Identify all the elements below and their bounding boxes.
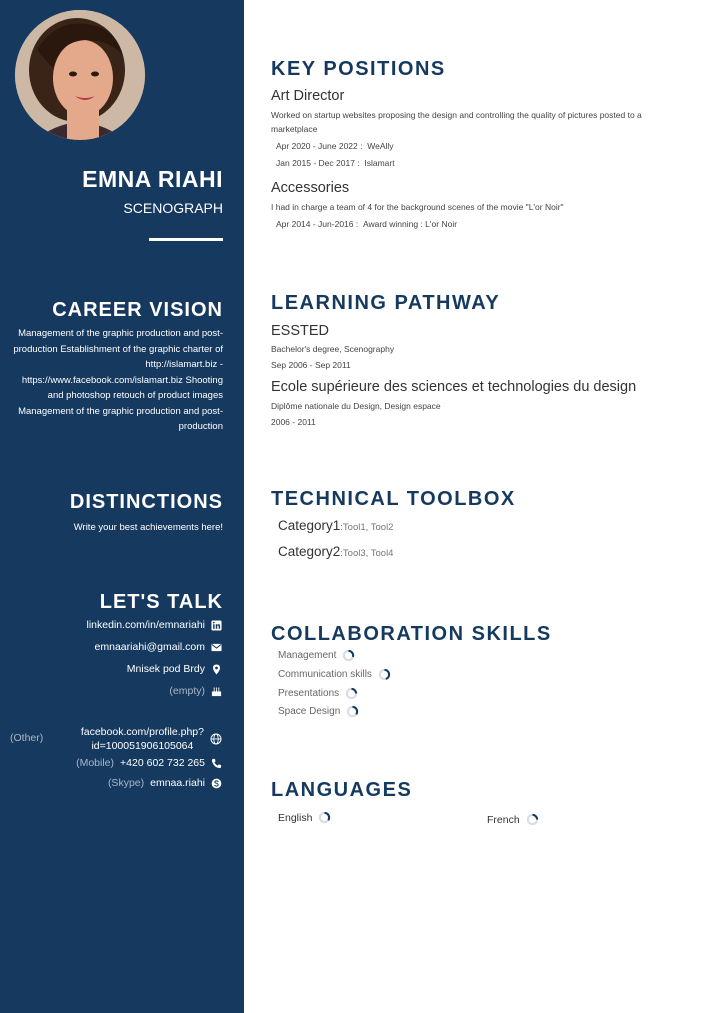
location-text: Mnisek pod Brdy bbox=[126, 663, 205, 675]
skill-level-ring bbox=[345, 687, 358, 700]
profile-name: EMNA RIAHI bbox=[82, 166, 223, 192]
lets-talk-heading: LET'S TALK bbox=[99, 591, 223, 613]
language-level-ring bbox=[318, 811, 331, 824]
mail-icon bbox=[211, 642, 222, 653]
skill-item: Space Design bbox=[278, 705, 359, 718]
map-pin-icon bbox=[211, 664, 222, 675]
email-contact[interactable] bbox=[95, 641, 222, 653]
skype-icon bbox=[211, 778, 222, 789]
skill-level-ring bbox=[342, 649, 355, 662]
globe-icon bbox=[210, 733, 222, 745]
language-item: English bbox=[278, 811, 331, 824]
school-name: ESSTED bbox=[271, 323, 330, 339]
sidebar bbox=[0, 0, 244, 1013]
other-text-line1[interactable]: facebook.com/profile.php? bbox=[80, 726, 204, 738]
cake-icon bbox=[211, 686, 222, 697]
profile-title: SCENOGRAPH bbox=[123, 200, 223, 216]
degree-text: Bachelor's degree, Scenography bbox=[271, 344, 395, 354]
other-label: (Other) bbox=[10, 732, 44, 744]
skill-level-ring bbox=[346, 705, 359, 718]
skype-contact[interactable] bbox=[108, 777, 222, 789]
languages-heading: LANGUAGES bbox=[271, 779, 413, 801]
location-contact bbox=[127, 663, 222, 675]
other-contact[interactable] bbox=[81, 725, 222, 753]
collaboration-skills-heading: COLLABORATION SKILLS bbox=[271, 623, 552, 645]
language-item: French bbox=[487, 813, 539, 826]
skill-item: Management bbox=[278, 649, 355, 662]
distinctions-heading: DISTINCTIONS bbox=[69, 491, 223, 513]
position-title: Art Director bbox=[271, 88, 345, 104]
position-entry: Apr 2020 - June 2022 : WeAlly bbox=[276, 141, 394, 151]
skype-label: (Skype) bbox=[107, 777, 145, 789]
position-title: Accessories bbox=[271, 180, 350, 196]
distinctions-text: Write your best achievements here! bbox=[73, 522, 223, 533]
learning-pathway-heading: LEARNING PATHWAY bbox=[271, 292, 501, 314]
position-entry: Jan 2015 - Dec 2017 : Islamart bbox=[276, 158, 395, 168]
position-entry: Apr 2014 - Jun-2016 : Award winning : L'or Noir bbox=[276, 219, 458, 229]
education-dates: 2006 - 2011 bbox=[271, 417, 316, 427]
position-description: I had in charge a team of 4 for the background scenes of the movie "L'or Noir" bbox=[271, 202, 564, 212]
school-name: Ecole supérieure des sciences et technologies du design bbox=[271, 379, 637, 395]
linkedin-text[interactable]: linkedin.com/in/emnariahi bbox=[86, 619, 205, 631]
portrait-image bbox=[15, 10, 145, 140]
linkedin-contact[interactable] bbox=[87, 619, 222, 631]
linkedin-icon bbox=[211, 620, 222, 631]
title-divider bbox=[149, 238, 223, 241]
career-vision-text: Management of the graphic production and post-production Establishment of the graphic charter of http://islamart.biz - https://www.facebook.com/islamart.biz Shooting and photoshop retouch of product images Management of the graphic production and post-production bbox=[13, 328, 223, 432]
degree-text: Diplôme nationale du Design, Design espace bbox=[271, 401, 441, 411]
position-description: Worked on startup websites proposing the design and controlling the quality of pictures posted to a marketplace bbox=[271, 110, 642, 134]
skype-text[interactable]: emnaa.riahi bbox=[150, 777, 205, 789]
birthday-text: (empty) bbox=[169, 685, 205, 697]
phone-icon bbox=[211, 758, 222, 769]
language-level-ring bbox=[526, 813, 539, 826]
toolbox-category: Category2:Tool3, Tool4 bbox=[278, 544, 394, 559]
education-dates: Sep 2006 - Sep 2011 bbox=[271, 360, 351, 370]
mobile-label: (Mobile) bbox=[76, 757, 115, 769]
mobile-contact[interactable] bbox=[76, 757, 222, 769]
toolbox-category: Category1:Tool1, Tool2 bbox=[278, 518, 394, 533]
key-positions-heading: KEY POSITIONS bbox=[271, 58, 446, 80]
skill-item: Communication skills bbox=[278, 668, 391, 681]
skill-level-ring bbox=[378, 668, 391, 681]
avatar bbox=[15, 10, 145, 140]
career-vision-heading: CAREER VISION bbox=[52, 299, 223, 321]
email-text[interactable]: emnaariahi@gmail.com bbox=[94, 641, 205, 653]
technical-toolbox-heading: TECHNICAL TOOLBOX bbox=[271, 488, 516, 510]
mobile-text[interactable]: +420 602 732 265 bbox=[120, 757, 205, 769]
skill-item: Presentations bbox=[278, 687, 358, 700]
birthday-contact bbox=[169, 685, 222, 697]
other-text-line2[interactable]: id=100051906105064 bbox=[91, 740, 194, 752]
